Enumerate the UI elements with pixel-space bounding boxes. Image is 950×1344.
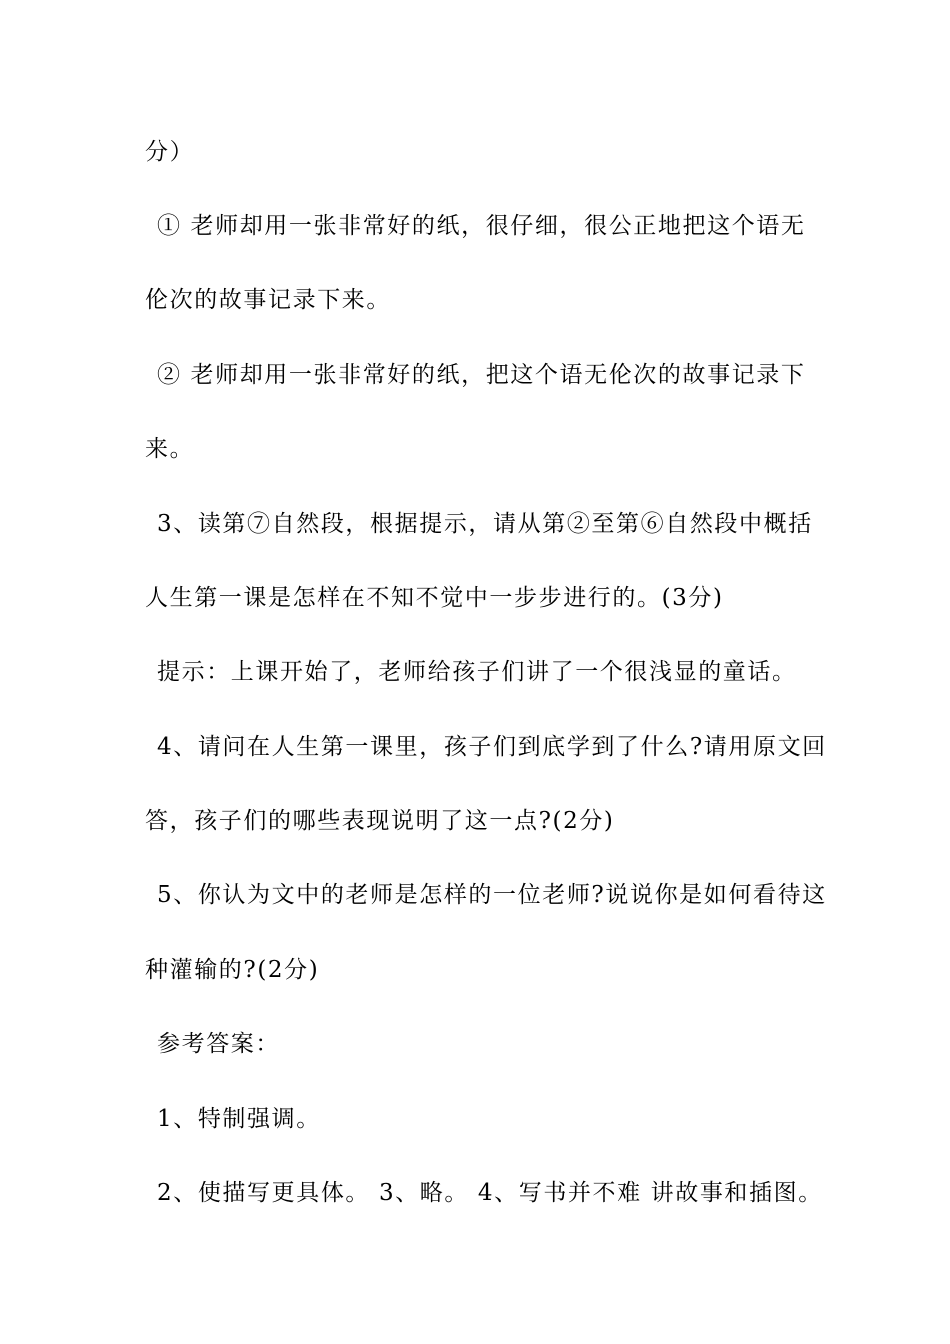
text-line-8: 提示：上课开始了，老师给孩子们讲了一个很浅显的童话。 (157, 659, 797, 685)
text-line-3: 伦次的故事记录下来。 (145, 287, 391, 313)
text-line-11: 5、你认为文中的老师是怎样的一位老师?说说你是如何看待这 (157, 882, 827, 908)
answer-heading: 参考答案： (157, 1031, 280, 1057)
text-line-6: 3、读第⑦自然段，根据提示，请从第②至第⑥自然段中概括 (157, 511, 813, 537)
text-line-4: ② 老师却用一张非常好的纸，把这个语无伦次的故事记录下 (157, 362, 806, 388)
text-line-1: 分） (145, 139, 195, 165)
text-line-12: 种灌输的?(2分) (145, 957, 320, 983)
answer-line-2: 2、使描写更具体。 3、略。 4、写书并不难 讲故事和插图。 (157, 1180, 823, 1206)
answer-line-1: 1、特制强调。 (157, 1106, 321, 1132)
text-line-2: ① 老师却用一张非常好的纸，很仔细，很公正地把这个语无 (157, 213, 806, 239)
text-line-9: 4、请问在人生第一课里，孩子们到底学到了什么?请用原文回 (157, 734, 827, 760)
text-line-7: 人生第一课是怎样在不知不觉中一步步进行的。(3分) (145, 585, 724, 611)
text-line-5: 来。 (145, 436, 195, 462)
text-line-10: 答，孩子们的哪些表现说明了这一点?(2分) (145, 808, 615, 834)
